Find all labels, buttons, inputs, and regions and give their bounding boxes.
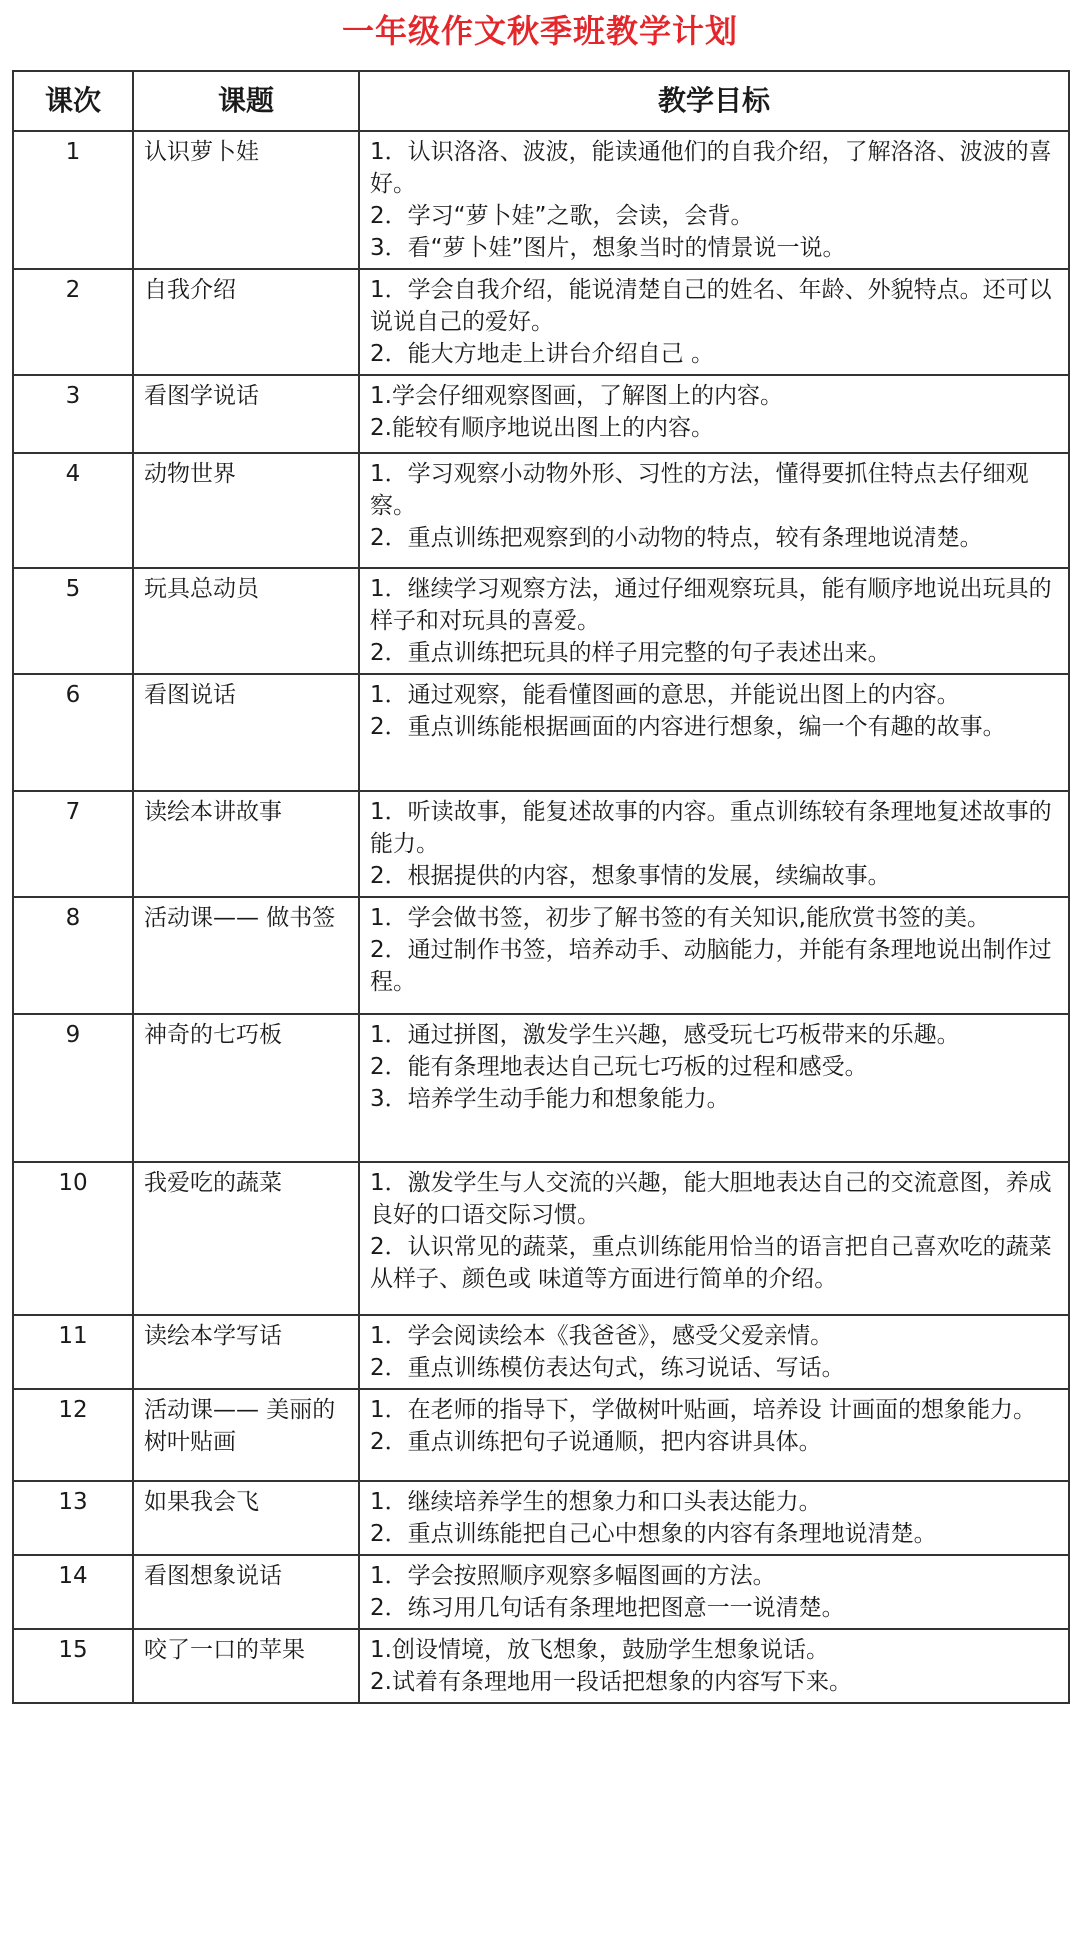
lesson-number: 6 <box>13 674 133 791</box>
lesson-topic: 看图说话 <box>133 674 359 791</box>
goal-item: 1．通过拼图，激发学生兴趣，感受玩七巧板带来的乐趣。 <box>370 1022 960 1048</box>
goal-item: 1.创设情境，放飞想象，鼓励学生想象说话。 <box>370 1637 829 1663</box>
table-row <box>13 375 1069 453</box>
header-goals: 教学目标 <box>359 71 1069 131</box>
goal-item: 2．重点训练能根据画面的内容进行想象，编一个有趣的故事。 <box>370 714 1006 740</box>
table-row <box>13 269 1069 375</box>
lesson-number: 15 <box>13 1629 133 1703</box>
goal-item: 2．重点训练把句子说通顺，把内容讲具体。 <box>370 1429 822 1455</box>
table-row <box>13 1162 1069 1315</box>
goal-item: 2．学习“萝卜娃”之歌，会读，会背。 <box>370 203 754 229</box>
lesson-topic: 看图想象说话 <box>133 1555 359 1629</box>
lesson-goals <box>359 1481 1069 1555</box>
teaching-plan-table <box>12 70 1070 1704</box>
goal-item: 2.能较有顺序地说出图上的内容。 <box>370 415 714 441</box>
goal-item: 3．培养学生动手能力和想象能力。 <box>370 1086 730 1112</box>
lesson-topic: 认识萝卜娃 <box>133 131 359 269</box>
goal-item: 2．重点训练模仿表达句式，练习说话、写话。 <box>370 1355 845 1381</box>
table-row <box>13 674 1069 791</box>
table-row <box>13 1629 1069 1703</box>
lesson-topic: 我爱吃的蔬菜 <box>133 1162 359 1315</box>
goal-item: 2．练习用几句话有条理地把图意一一说清楚。 <box>370 1595 845 1621</box>
goal-item: 1．学会阅读绘本《我爸爸》，感受父爱亲情。 <box>370 1323 834 1349</box>
lesson-topic: 读绘本学写话 <box>133 1315 359 1389</box>
goal-item: 2．能有条理地表达自己玩七巧板的过程和感受。 <box>370 1054 868 1080</box>
table-row <box>13 1315 1069 1389</box>
lesson-number: 1 <box>13 131 133 269</box>
lesson-topic: 自我介绍 <box>133 269 359 375</box>
lesson-topic: 玩具总动员 <box>133 568 359 674</box>
page-title: 一年级作文秋季班教学计划 <box>341 12 738 50</box>
goal-item: 2．重点训练能把自己心中想象的内容有条理地说清楚。 <box>370 1521 937 1547</box>
goal-item: 2．通过制作书签，培养动手、动脑能力，并能有条理地说出制作过程。 <box>370 937 1052 995</box>
lesson-goals <box>359 1555 1069 1629</box>
lesson-number: 12 <box>13 1389 133 1481</box>
lesson-goals <box>359 1014 1069 1162</box>
lesson-goals <box>359 791 1069 897</box>
table-row <box>13 453 1069 568</box>
lesson-number: 13 <box>13 1481 133 1555</box>
lesson-goals <box>359 897 1069 1014</box>
table-row <box>13 1481 1069 1555</box>
goal-item: 2.试着有条理地用一段话把想象的内容写下来。 <box>370 1669 852 1695</box>
lesson-goals <box>359 1315 1069 1389</box>
lesson-goals <box>359 131 1069 269</box>
lesson-topic: 看图学说话 <box>133 375 359 453</box>
header-topic: 课题 <box>133 71 359 131</box>
lesson-topic: 活动课—— 美丽的树叶贴画 <box>133 1389 359 1481</box>
lesson-number: 11 <box>13 1315 133 1389</box>
lesson-topic: 活动课—— 做书签 <box>133 897 359 1014</box>
goal-item: 1．激发学生与人交流的兴趣，能大胆地表达自己的交流意图，养成良好的口语交际习惯。 <box>370 1170 1052 1228</box>
goal-item: 1．通过观察，能看懂图画的意思，并能说出图上的内容。 <box>370 682 960 708</box>
lesson-number: 10 <box>13 1162 133 1315</box>
table-row <box>13 1389 1069 1481</box>
goal-item: 1．认识洛洛、波波，能读通他们的自我介绍，了解洛洛、波波的喜好。 <box>370 139 1052 197</box>
goal-item: 1．在老师的指导下，学做树叶贴画，培养设 计画面的想象能力。 <box>370 1397 1036 1423</box>
lesson-goals <box>359 568 1069 674</box>
lesson-topic: 读绘本讲故事 <box>133 791 359 897</box>
lesson-topic: 如果我会飞 <box>133 1481 359 1555</box>
lesson-number: 7 <box>13 791 133 897</box>
lesson-topic: 咬了一口的苹果 <box>133 1629 359 1703</box>
table-row <box>13 897 1069 1014</box>
table-row <box>13 791 1069 897</box>
goal-item: 2．认识常见的蔬菜，重点训练能用恰当的语言把自己喜欢吃的蔬菜从样子、颜色或 味道等方面进行简单的介绍。 <box>370 1234 1052 1292</box>
goal-item: 1．继续培养学生的想象力和口头表达能力。 <box>370 1489 822 1515</box>
lesson-number: 2 <box>13 269 133 375</box>
goal-item: 2．能大方地走上讲台介绍自己 。 <box>370 341 714 367</box>
table-row <box>13 1014 1069 1162</box>
goal-item: 2．重点训练把观察到的小动物的特点，较有条理地说清楚。 <box>370 525 983 551</box>
lesson-number: 5 <box>13 568 133 674</box>
header-lesson: 课次 <box>13 71 133 131</box>
goal-item: 2．根据提供的内容，想象事情的发展，续编故事。 <box>370 863 891 889</box>
lesson-goals <box>359 269 1069 375</box>
lesson-goals <box>359 1389 1069 1481</box>
lesson-topic: 动物世界 <box>133 453 359 568</box>
lesson-goals <box>359 453 1069 568</box>
table-header-row <box>13 71 1069 131</box>
lesson-goals <box>359 1629 1069 1703</box>
table-row <box>13 131 1069 269</box>
goal-item: 1．学会自我介绍，能说清楚自己的姓名、年龄、外貌特点。还可以说说自己的爱好。 <box>370 277 1052 335</box>
table-row <box>13 1555 1069 1629</box>
table-body <box>13 131 1069 1703</box>
goal-item: 2．重点训练把玩具的样子用完整的句子表述出来。 <box>370 640 891 666</box>
lesson-number: 9 <box>13 1014 133 1162</box>
goal-item: 1．学会按照顺序观察多幅图画的方法。 <box>370 1563 776 1589</box>
goal-item: 1.学会仔细观察图画，了解图上的内容。 <box>370 383 783 409</box>
lesson-number: 4 <box>13 453 133 568</box>
lesson-topic: 神奇的七巧板 <box>133 1014 359 1162</box>
goal-item: 1．继续学习观察方法，通过仔细观察玩具，能有顺序地说出玩具的样子和对玩具的喜爱。 <box>370 576 1052 634</box>
lesson-number: 3 <box>13 375 133 453</box>
lesson-goals <box>359 1162 1069 1315</box>
goal-item: 3．看“萝卜娃”图片，想象当时的情景说一说。 <box>370 235 846 261</box>
table-row <box>13 568 1069 674</box>
goal-item: 1．学会做书签，初步了解书签的有关知识,能欣赏书签的美。 <box>370 905 990 931</box>
goal-item: 1．学习观察小动物外形、习性的方法，懂得要抓住特点去仔细观察。 <box>370 461 1029 519</box>
lesson-number: 14 <box>13 1555 133 1629</box>
lesson-goals <box>359 375 1069 453</box>
lesson-number: 8 <box>13 897 133 1014</box>
lesson-goals <box>359 674 1069 791</box>
goal-item: 1．听读故事，能复述故事的内容。重点训练较有条理地复述故事的能力。 <box>370 799 1052 857</box>
